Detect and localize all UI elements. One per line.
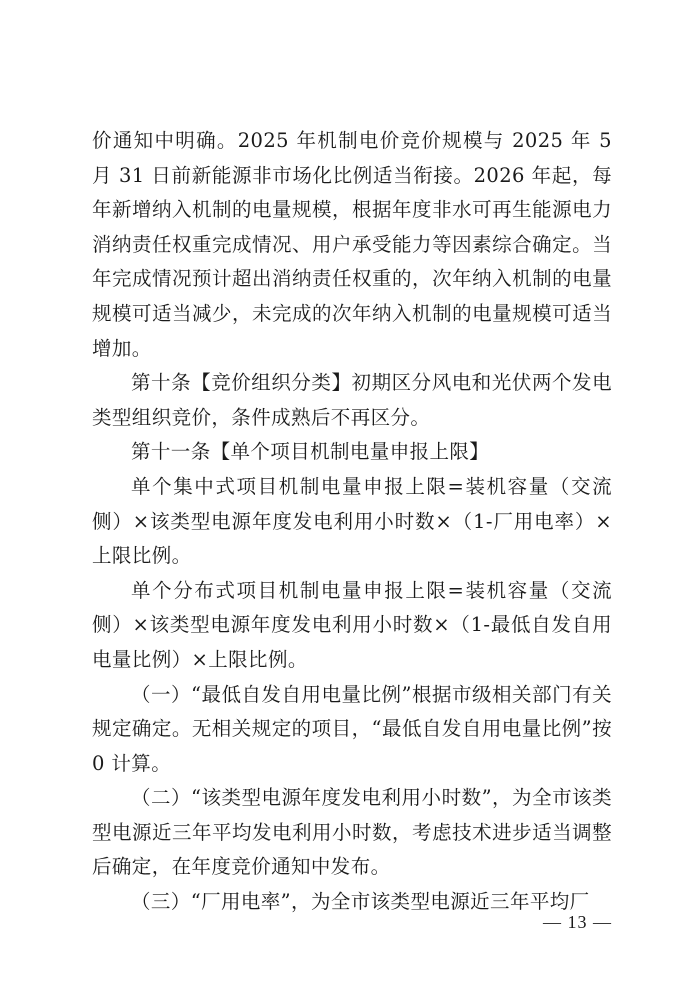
page-number: — 13 — [543, 912, 612, 932]
paragraph-item-3: （三）“厂用电率”，为全市该类型电源近三年平均厂 [131, 890, 590, 914]
paragraph-item-1: （一）“最低自发自用电量比例”根据市级相关部门有关规定确定。无相关规定的项目，“最低自发自用电量比例”按 0 计算。 [92, 682, 612, 775]
paragraph-article-10: 第十条【竞价组织分类】初期区分风电和光伏两个发电类型组织竞价，条件成熟后不再区分。 [92, 371, 612, 429]
paragraph-article-11-heading: 第十一条【单个项目机制电量申报上限】 [131, 440, 490, 464]
paragraph-centralized-formula: 单个集中式项目机制电量申报上限=装机容量（交流侧）×该类型电源年度发电利用小时数×（1-厂用电率）×上限比例。 [92, 474, 612, 568]
document-body [92, 124, 612, 920]
paragraph-continuation: 价通知中明确。2025 年机制电价竞价规模与 2025 年 5 月 31 日前新能源非市场化比例适当衔接。2026 年起，每年新增纳入机制的电量规模，根据年度非水可再生能源电力消纳责任权重完成情况、用户承受能力等因素综合确定。当年完成情况预计超出消纳责任权重的，次年纳入机制的电量规模可适当减少，未完成的次年纳入机制的电量规模可适当增加。 [92, 129, 612, 360]
paragraph-distributed-formula: 单个分布式项目机制电量申报上限=装机容量（交流侧）×该类型电源年度发电利用小时数×（1-最低自发自用电量比例）×上限比例。 [92, 578, 612, 671]
paragraph-item-2: （二）“该类型电源年度发电利用小时数”，为全市该类型电源近三年平均发电利用小时数，考虑技术进步适当调整后确定，在年度竞价通知中发布。 [92, 786, 612, 879]
